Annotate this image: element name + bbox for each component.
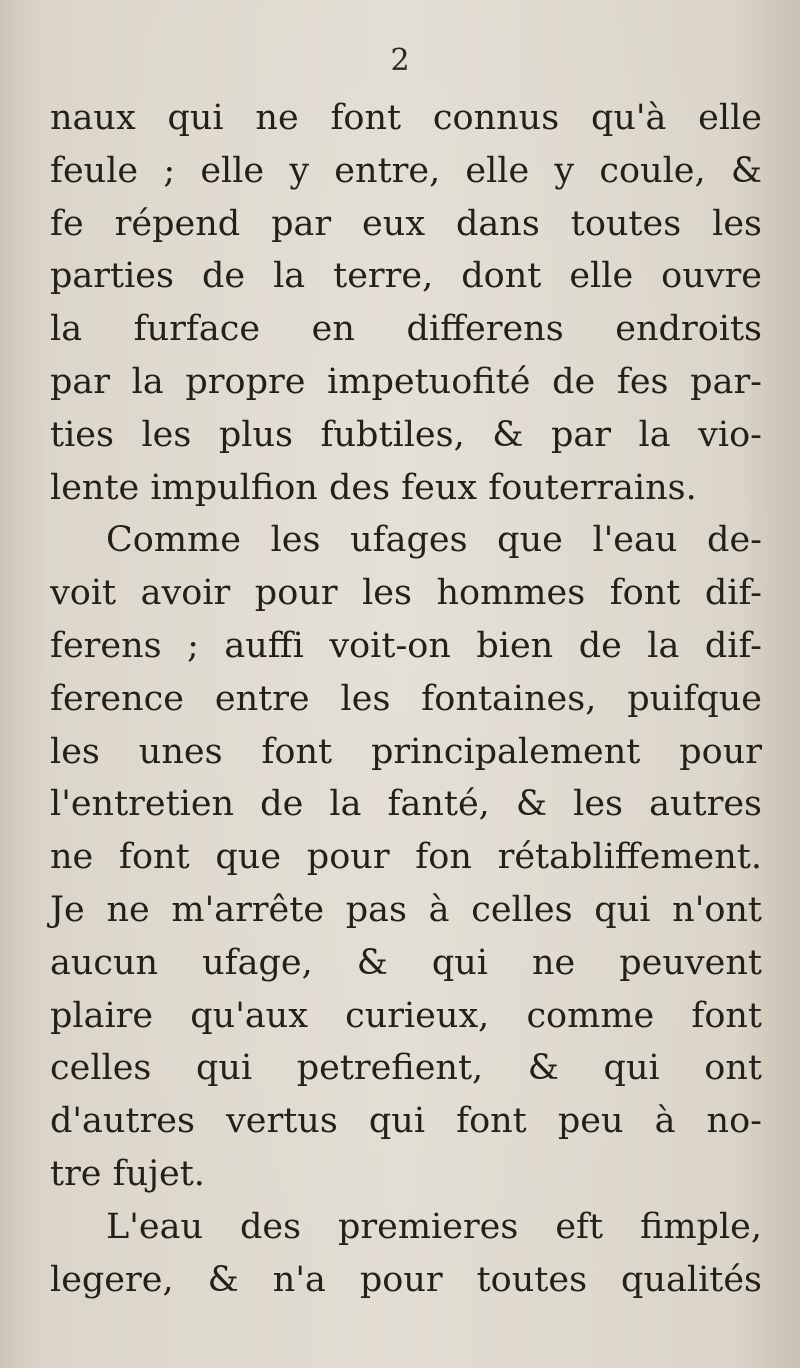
text-line: Comme les ufages que l'eau de- <box>106 520 762 561</box>
text-line: plaire qu'aux curieux, comme font <box>50 995 762 1036</box>
text-line: legere, & n'a pour toutes qualités <box>50 1259 762 1300</box>
text-line: d'autres vertus qui font peu à no- <box>50 1101 762 1142</box>
text-line: ferens ; auffi voit-on bien de la dif- <box>50 625 762 666</box>
text-line: aucun ufage, & qui ne peuvent <box>50 942 762 983</box>
text-line: par la propre impetuofité de fes par- <box>50 361 762 402</box>
text-line: parties de la terre, dont elle ouvre <box>50 256 762 297</box>
text-line: feule ; elle y entre, elle y coule, & <box>50 150 762 191</box>
page-number: 2 <box>390 43 410 78</box>
text-line: les unes font principalement pour <box>50 731 762 772</box>
text-line: tre fujet. <box>50 1153 205 1194</box>
body-text <box>50 92 762 1306</box>
text-line: l'entretien de la fanté, & les autres <box>50 784 762 825</box>
text-line: Je ne m'arrête pas à celles qui n'ont <box>50 889 762 930</box>
text-line: fe répend par eux dans toutes les <box>50 203 762 244</box>
text-line: ne font que pour fon rétabliffement. <box>50 837 762 878</box>
text-line: naux qui ne font connus qu'à elle <box>50 98 762 138</box>
text-line: ties les plus fubtiles, & par la vio- <box>50 414 762 455</box>
text-line: celles qui petrefient, & qui ont <box>50 1048 762 1089</box>
text-line: L'eau des premieres eft fimple, <box>106 1206 762 1247</box>
text-line: lente impulfion des feux fouterrains. <box>50 467 697 508</box>
text-line: la furface en differens endroits <box>50 309 762 350</box>
text-line: ference entre les fontaines, puifque <box>50 678 762 719</box>
text-line: voit avoir pour les hommes font dif- <box>50 573 762 614</box>
